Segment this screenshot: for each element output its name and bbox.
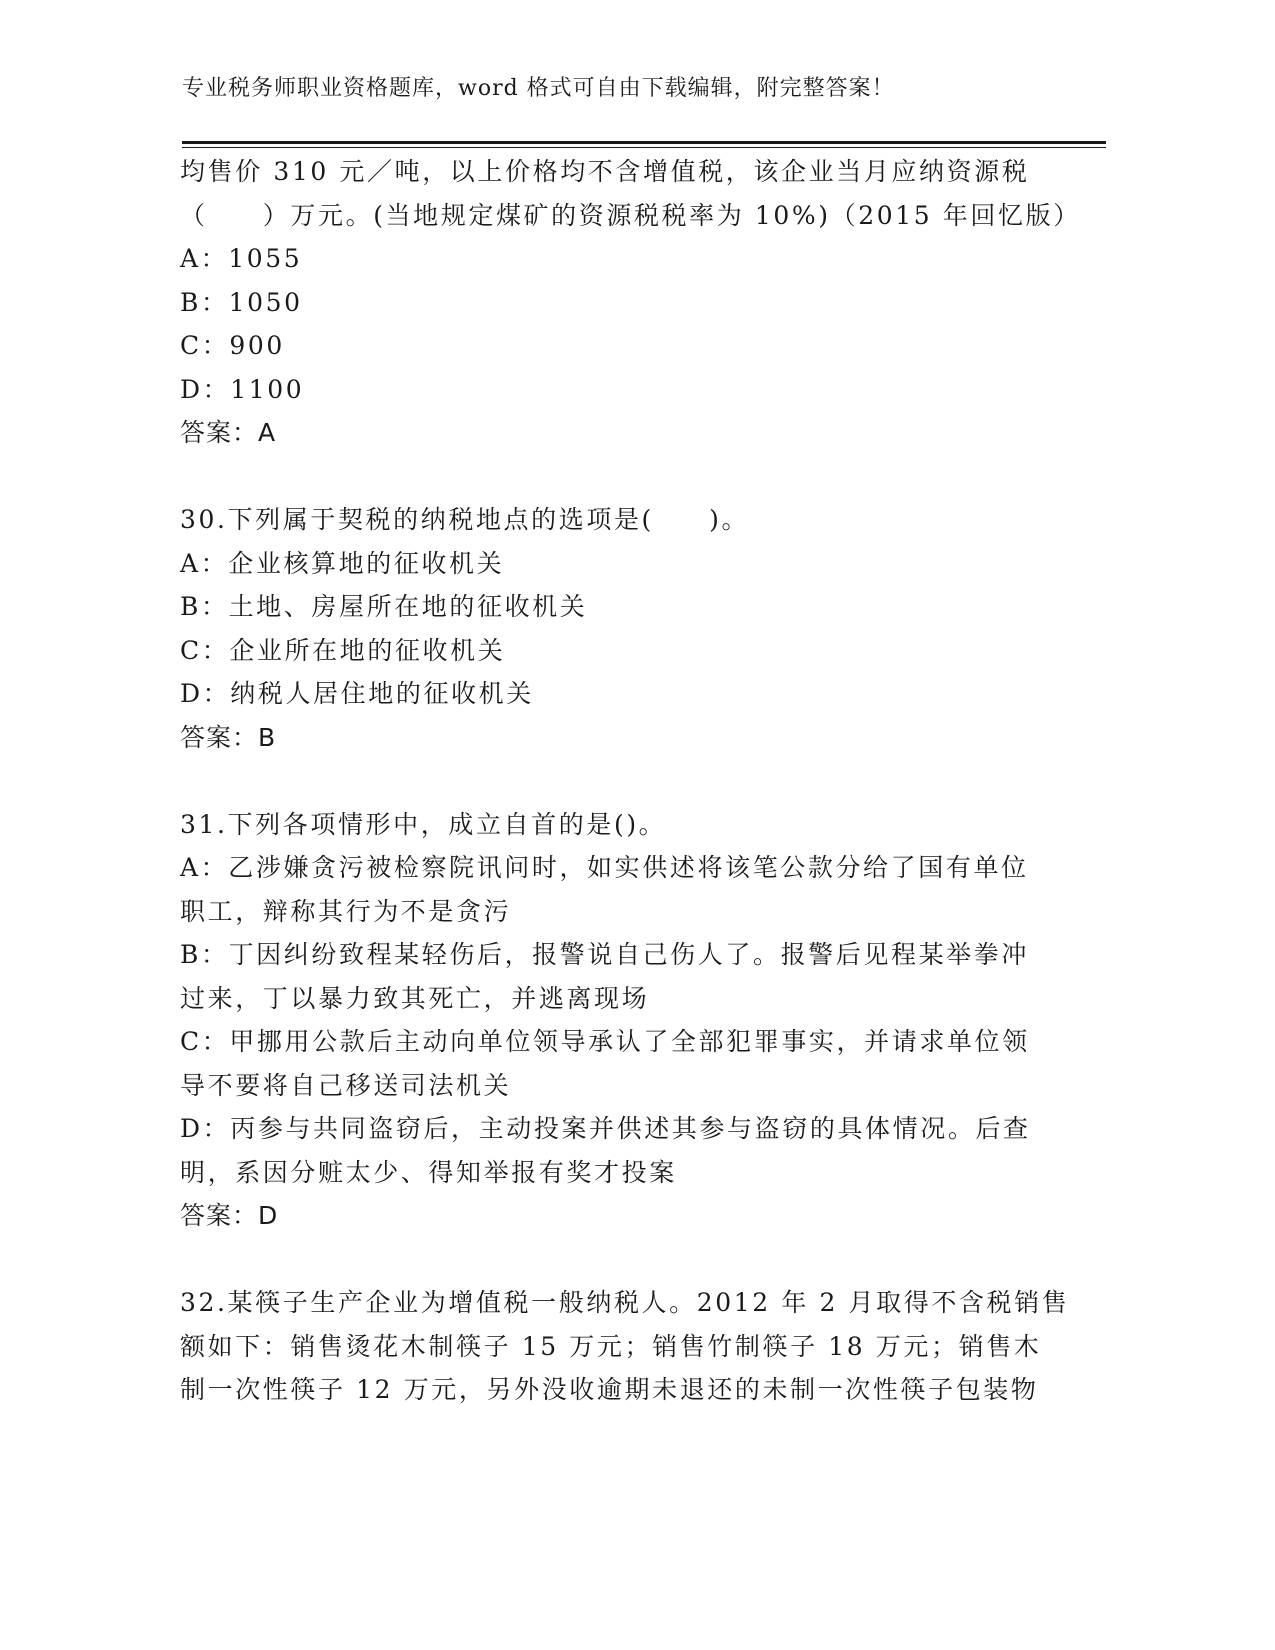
- spacer: [180, 455, 1040, 499]
- question-30: [180, 498, 1040, 759]
- header-divider-thin: [182, 147, 1106, 148]
- option-a: A：企业核算地的征收机关: [180, 548, 505, 578]
- option-a: A：乙涉嫌贪污被检察院讯问时，如实供述将该笔公款分给了国有单位: [180, 853, 1029, 882]
- option-c: C：企业所在地的征收机关: [180, 635, 506, 665]
- question-32: [180, 1281, 1070, 1412]
- option-d: D：1100: [180, 374, 305, 404]
- option-c-continued: 导不要将自己移送司法机关: [180, 1070, 512, 1100]
- option-c: C：甲挪用公款后主动向单位领导承认了全部犯罪事实，并请求单位领: [180, 1027, 1030, 1056]
- question-content: [180, 150, 1081, 1412]
- question-text-line: 均售价 310 元／吨，以上价格均不含增值税，该企业当月应纳资源税: [180, 157, 1030, 186]
- question-text-line: 30.下列属于契税的纳税地点的选项是( )。: [180, 505, 750, 534]
- option-b: B：丁因纠纷致程某轻伤后，报警说自己伤人了。报警后见程某举拳冲: [180, 940, 1029, 969]
- question-text-line: 额如下：销售烫花木制筷子 15 万元；销售竹制筷子 18 万元；销售木: [180, 1331, 1042, 1361]
- question-text-line: 制一次性筷子 12 万元，另外没收逾期未退还的未制一次性筷子包装物: [180, 1375, 1039, 1404]
- page-header: 专业税务师职业资格题库，word 格式可自由下载编辑，附完整答案！: [182, 76, 895, 101]
- question-text-line: （ ）万元。(当地规定煤矿的资源税税率为 10%)（2015 年回忆版）: [180, 200, 1081, 230]
- question-29: [180, 150, 1081, 455]
- question-31: [180, 803, 1040, 1238]
- answer-line: 答案：A: [180, 418, 277, 447]
- question-text-line: 31.下列各项情形中，成立自首的是()。: [180, 809, 667, 839]
- option-b: B：1050: [180, 287, 303, 317]
- option-b: B：土地、房屋所在地的征收机关: [180, 592, 588, 621]
- spacer: [180, 759, 1040, 803]
- option-b-continued: 过来，丁以暴力致其死亡，并逃离现场: [180, 983, 650, 1013]
- answer-line: 答案：B: [180, 722, 277, 752]
- answer-line: 答案：D: [180, 1201, 279, 1230]
- option-d-continued: 明，系因分赃太少、得知举报有奖才投案: [180, 1157, 677, 1187]
- header-divider-thick: [182, 141, 1106, 144]
- option-d: D：纳税人居住地的征收机关: [180, 679, 534, 708]
- option-c: C：900: [180, 331, 285, 360]
- question-text-line: 32.某筷子生产企业为增值税一般纳税人。2012 年 2 月取得不含税销售: [180, 1288, 1070, 1317]
- spacer: [180, 1238, 1040, 1282]
- option-a: A：1055: [180, 244, 303, 273]
- option-a-continued: 职工，辩称其行为不是贪污: [180, 896, 512, 926]
- option-d: D：丙参与共同盗窃后，主动投案并供述其参与盗窃的具体情况。后查: [180, 1114, 1031, 1143]
